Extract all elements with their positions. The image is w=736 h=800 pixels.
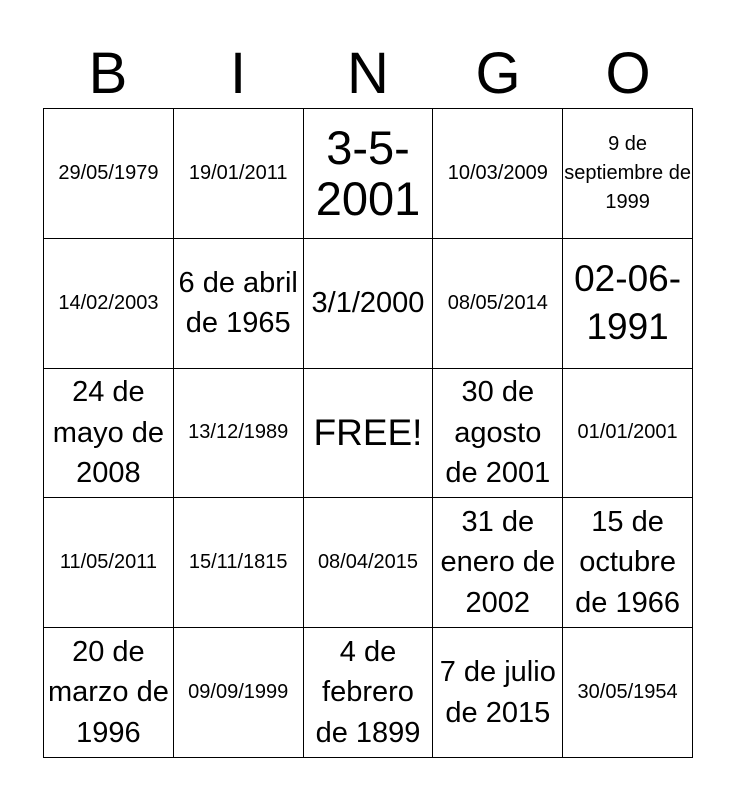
bingo-cell[interactable]: 10/03/2009 — [433, 109, 563, 239]
bingo-cell[interactable]: 09/09/1999 — [174, 628, 304, 758]
bingo-card-grid — [43, 108, 693, 758]
header-letter-b: B — [88, 41, 128, 106]
header-letter-g: G — [475, 41, 521, 106]
header-letter-i: I — [229, 41, 247, 106]
bingo-header — [43, 40, 693, 108]
bingo-cell[interactable]: 02-06-1991 — [563, 239, 693, 369]
bingo-cell[interactable]: 11/05/2011 — [44, 498, 174, 628]
bingo-cell[interactable]: 31 de enero de 2002 — [433, 498, 563, 628]
bingo-cell[interactable]: 13/12/1989 — [174, 369, 304, 499]
bingo-cell[interactable]: 24 de mayo de 2008 — [44, 369, 174, 499]
bingo-cell[interactable]: 4 de febrero de 1899 — [304, 628, 434, 758]
bingo-cell[interactable]: 15 de octubre de 1966 — [563, 498, 693, 628]
bingo-cell[interactable]: 7 de julio de 2015 — [433, 628, 563, 758]
bingo-cell[interactable]: 19/01/2011 — [174, 109, 304, 239]
bingo-cell[interactable]: 01/01/2001 — [563, 369, 693, 499]
header-letter-o: O — [605, 41, 651, 106]
bingo-cell[interactable]: 15/11/1815 — [174, 498, 304, 628]
bingo-cell[interactable]: 08/04/2015 — [304, 498, 434, 628]
free-space-cell[interactable]: FREE! — [304, 369, 434, 499]
bingo-cell[interactable]: 3-5-2001 — [304, 109, 434, 239]
bingo-cell[interactable]: 9 de septiembre de 1999 — [563, 109, 693, 239]
header-letter-n: N — [347, 41, 389, 106]
bingo-cell[interactable]: 30 de agosto de 2001 — [433, 369, 563, 499]
bingo-cell[interactable]: 29/05/1979 — [44, 109, 174, 239]
bingo-cell[interactable]: 20 de marzo de 1996 — [44, 628, 174, 758]
bingo-cell[interactable]: 30/05/1954 — [563, 628, 693, 758]
bingo-cell[interactable]: 3/1/2000 — [304, 239, 434, 369]
bingo-cell[interactable]: 6 de abril de 1965 — [174, 239, 304, 369]
bingo-cell[interactable]: 14/02/2003 — [44, 239, 174, 369]
bingo-cell[interactable]: 08/05/2014 — [433, 239, 563, 369]
